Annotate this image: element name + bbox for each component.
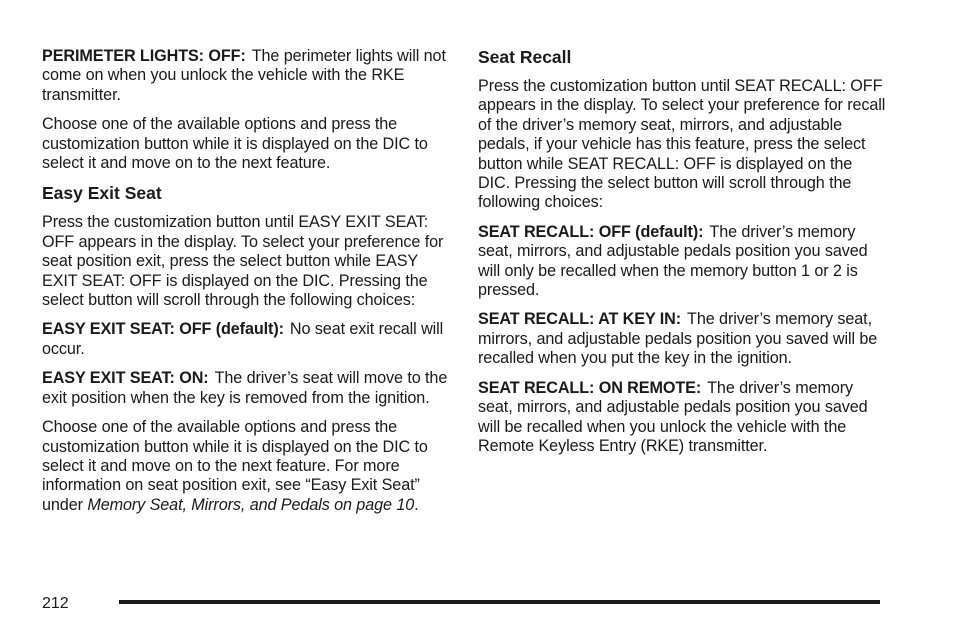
option-label: EASY EXIT SEAT: ON: (42, 369, 209, 388)
perimeter-lights-off-paragraph (42, 47, 452, 105)
option-description: The driver’s memory seat, mirrors, and adjustable pedals position you saved will be recalled when you unlock the vehicle with the Remote Keyless Entry (RKE) transmitter. (478, 378, 868, 455)
seat-recall-heading: Seat Recall (478, 47, 572, 67)
option-label: SEAT RECALL: ON REMOTE: (478, 378, 702, 397)
easy-exit-intro-paragraph: Press the customization button until EASY EXIT SEAT: OFF appears in the display. To select your preference for seat position exit, press the select button while EASY EXIT SEAT: OFF is displayed on the DIC. Pressing the select button will scroll through the following choices: (42, 213, 444, 310)
footer-rule (119, 600, 880, 604)
option-description: The driver’s seat will move to the exit position when the key is removed from the ignition. (42, 369, 448, 407)
easy-exit-seat-heading: Easy Exit Seat (42, 183, 162, 204)
seat-recall-intro-paragraph: Press the customization button until SEAT RECALL: OFF appears in the display. To select your preference for recall of the driver’s memory seat, mirrors, and adjustable pedals, if your vehicle has this feature, press the select button while SEAT RECALL: OFF is displayed on the DIC. Pressing the select button will scroll through the following choices: (478, 77, 886, 212)
right-column (478, 47, 888, 466)
easy-exit-on-paragraph (42, 369, 452, 408)
seat-recall-off-paragraph (478, 223, 888, 301)
option-label: EASY EXIT SEAT: OFF (default): (42, 320, 284, 339)
period: . (414, 495, 419, 514)
option-description: The driver’s memory seat, mirrors, and adjustable pedals position you saved will be recalled when you put the key in the ignition. (478, 310, 878, 368)
option-description: The perimeter lights will not come on when you unlock the vehicle with the RKE transmitter. (42, 47, 446, 104)
option-label: PERIMETER LIGHTS: OFF: (42, 47, 246, 65)
paragraph-text: Choose one of the available options and press the customization button while it is displayed on the DIC to select it and move on to the next feature. For more information on seat position exit, see “Easy Exit Seat” under (42, 418, 428, 514)
option-label: SEAT RECALL: OFF (default): (478, 222, 704, 241)
seat-recall-key-in-paragraph (478, 310, 888, 368)
page-number: 212 (42, 595, 69, 612)
left-column (42, 47, 452, 525)
option-description: No seat exit recall will occur. (42, 320, 444, 358)
choose-option-paragraph-2 (42, 418, 452, 515)
seat-recall-remote-paragraph (478, 379, 888, 457)
choose-option-paragraph: Choose one of the available options and press the customization button while it is displayed on the DIC to select it and move on to the next feature. (42, 115, 428, 173)
option-description: The driver’s memory seat, mirrors, and adjustable pedals position you saved will only be recalled when the memory button 1 or 2 is pressed. (478, 222, 868, 300)
option-label: SEAT RECALL: AT KEY IN: (478, 310, 682, 329)
cross-reference: Memory Seat, Mirrors, and Pedals on page 10 (87, 495, 415, 514)
easy-exit-off-paragraph (42, 320, 452, 359)
